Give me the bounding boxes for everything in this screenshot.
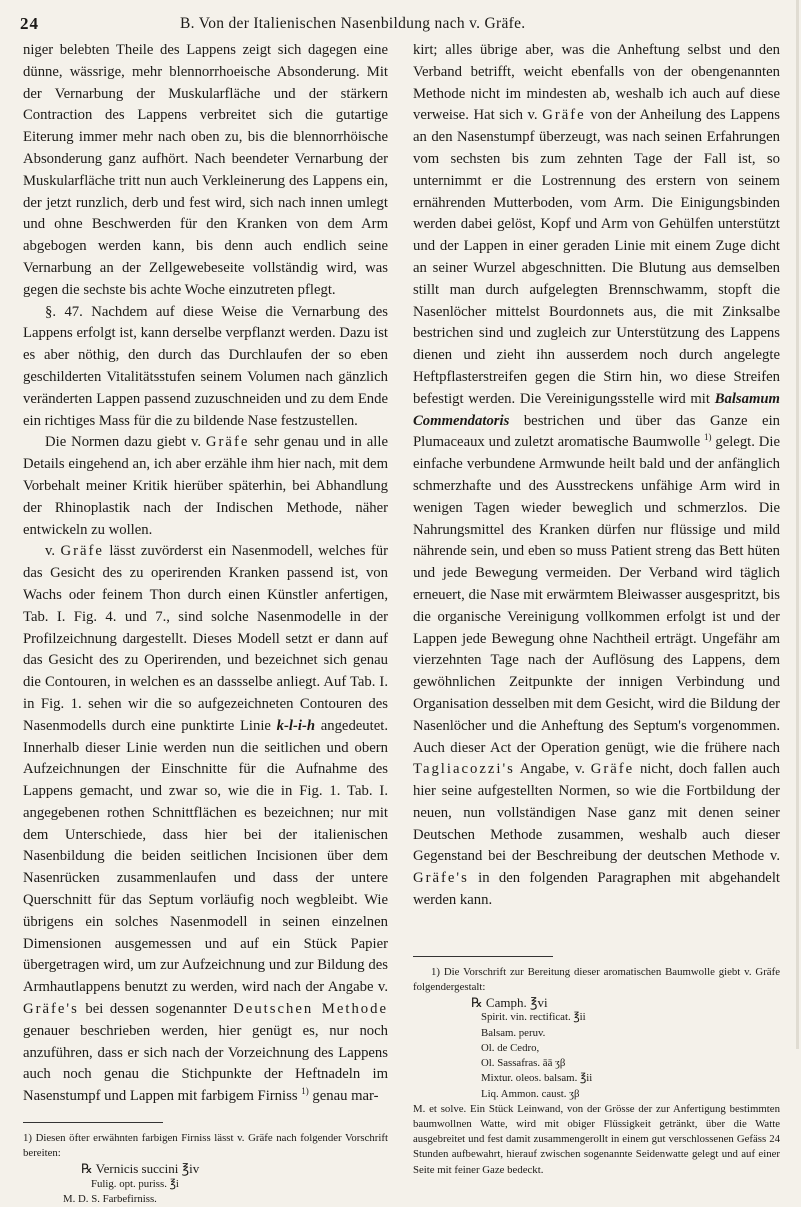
recipe-line: M. D. S. Farbefirniss. <box>63 1192 157 1205</box>
recipe-line: Liq. Ammon. caust. ʒβ <box>481 1087 580 1100</box>
text-run: bestrichen und über das Ganze ein Plumaceaux und zuletzt aromatische Baumwolle <box>413 412 780 451</box>
text-run: lässt zuvörderst ein Nasenmodell, welches für das Gesicht des zu operirenden Kranken passend ist, von Wachs oder feinem Thon durch einen Künstler anfertigen, Tab. I. Fig. 4. und 7., sind solche Nasenmodelle in der Profilzeichnung dargestellt. Dieses Modell setzt er dann auf das Gesicht des zu Operirenden, und bezeichnet sich genau die Contouren, in welchen es an dassselbe anliegt. Auf Tab. I. in Fig. 1. sehen wir die so aufgezeichneten Contouren des Nasenmodells durch eine punktirte Linie <box>23 543 388 734</box>
text-run: in den folgenden Paragraphen mit abgehandelt werden kann. <box>413 870 780 909</box>
author-name: Gräfe <box>542 107 586 124</box>
right-column <box>413 40 780 1178</box>
recipe-line: Mixtur. oleos. balsam. ℥ii <box>481 1072 593 1085</box>
paragraph <box>413 40 780 912</box>
footnote-text: 1) Die Vorschrift zur Bereitung dieser aromatischen Baumwolle giebt v. Gräfe folgendergestalt: <box>413 965 780 994</box>
text-run: von der Anheilung des Lappens an den Nasenstumpf überzeugt, was nach seinen Erfahrungen vom sechsten bis zum zehnten Tage der Fall ist, so unternimmt er die Lostrennung des erstern von seinem ernährenden Mutterboden, vom Arm. Die Einigungsbinden werden dabei gelöst, Kopf und Arm von Gehülfen unterstützt und der Lappen in einer geraden Linie mit einem Zuge dicht an seiner Wurzel abgeschnitten. Die Blutung aus demselben stillt man durch aufgelegten Brennschwamm, stopft die Nasenlöcher mittelst Bourdonnets aus, die mit Zinksalbe bestrichen sind und zugleich zur Unterstützung des Lappens dienen und zieht ihn ausserdem noch durch angelegte Heftpflasterstreifen gegen die Stirn hin, wo diese Streifen befestigt werden. Die Vereinigungsstelle wird mit <box>413 107 780 407</box>
recipe-line: Balsam. peruv. <box>481 1026 546 1039</box>
author-name: Gräfe <box>590 761 635 778</box>
footnote-ref: 1) <box>301 1086 309 1097</box>
text-run: bei dessen sogenannter <box>78 1001 234 1018</box>
paragraph <box>23 432 388 541</box>
recipe-line: Spirit. vin. rectificat. ℥ii <box>481 1011 586 1024</box>
footnote-text: M. et solve. Ein Stück Leinwand, von der Grösse der zur Anfertigung bestimmten baumwollnen Watte, wird mit obiger Flüssigkeit getränkt, über die Watte ausgebreitet und fest damit zusammengerollt in einem gut verschlossenen Gefäss 24 Stunden aufbewahrt, hierauf zwischen sogenannte Seidenwatte gelegt und auf einer Seite mit feiner Gaze bedeckt. <box>413 1102 780 1176</box>
footnote <box>23 1131 388 1207</box>
page-header <box>20 14 783 36</box>
text-run: gelegt. Die einfache verbundene Armwunde heilt bald und der anfänglich schmerzhafte und des Ausstreckens unfähige Arm wird in wenigen Tagen wieder beweglich und schmerzlos. Die Nahrungsmittel des Kranken dürfen nur flüssige und mild nährende sein, und eben so muss Patient streng das Bett hüten und jede Bewegung vermeiden. Der Verband wird täglich erneuert, die Nase mit erwärmtem Bleiwasser ausgespritzt, bis die organische Vereinigung vollkommen erfolgt ist und der Lappen jede Bewegung ohne Nachtheil erträgt. Ungefähr am vierzehnten Tage nach der Auflösung des Lappens, dem gewöhnlichen Zeitpunkte der innigen Verbindung und Organisation desselben mit dem Gesicht, wird die Bildung der Nasenlöcher und die Anheftung des Septum's vorgenommen. Auch dieser Act der Operation genügt, wie die frühere nach <box>413 434 780 756</box>
text-run: Die Normen dazu giebt v. <box>45 434 206 451</box>
author-name: Tagliacozzi's <box>413 761 515 778</box>
text-run: genauer beschrieben werden, hier genügt es, nur noch anzuführen, dass er sich nach der Vorzeichnung des Lappens auch noch genau die Stichpunkte der Heftnadeln im Nasenstumpf und Lappen mit farbigem Firniss <box>23 1022 388 1105</box>
recipe-line: Ol. de Cedro, <box>481 1041 540 1054</box>
text-run: kirt; alles übrige aber, was die Anheftung selbst und den Verband betrifft, weicht ebenfalls von der obengenannten Methode nicht im mindesten ab, weshalb ich auch auf diese verweise. Hat sich v. <box>413 42 780 124</box>
author-name: Gräfe <box>205 434 250 451</box>
left-column <box>23 40 388 1207</box>
recipe-line: Fulig. opt. puriss. ℥i <box>91 1177 179 1190</box>
paragraph: §. 47. Nachdem auf diese Weise die Vernarbung des Lappens erfolgt ist, kann derselbe verpflanzt werden. Dazu ist es aber nöthig, den durch das Durchlaufen der so eben geschilderten Vitalitätsstufen seinem Volumen nach gänzlich veränderten Lappen passend zuzuschneiden und zu dem Ende ein richtiges Mass für die zu bildende Nase festzustellen. <box>23 303 388 429</box>
recipe-line: Ol. Sassafras. āā ʒβ <box>481 1057 566 1070</box>
footnote-rule <box>23 1122 163 1123</box>
text-run: sehr genau und in alle Details eingehend an, ich aber erzähle ihm hier nach, mit dem Vorbehalt meiner Kritik hierüber späterhin, bei Abhandlung der Rhinoplastik nach der Indischen Methode, näher entwickeln zu wollen. <box>23 434 388 538</box>
paragraph: niger belebten Theile des Lappens zeigt sich dagegen eine dünne, wässrige, mehr blennorrhoeische Absonderung. Mit der Vernarbung der Muskularfläche und der stärkern Contraction des Lappens verbreitet sich die gutartige Eiterung immer mehr nach oben zu, bis die blennorrhöische Absonderung ganz aufhört. Nach beendeter Vernarbung der Muskularfläche tritt nun auch Verkleinerung des Lappens ein, der jetzt runzlich, derb und fest wird, sich nach innen umlegt und ohne Beschwerden für den Kranken von dem Arm abgebogen werden kann, bis denn auch endlich seine Vernarbung an der Zellgewebeseite vollständig wird, was gegen die sechste bis achte Woche einzutreten pflegt. <box>23 42 388 298</box>
running-title: B. Von der Italienischen Nasenbildung nach v. Gräfe. <box>180 15 526 32</box>
text-run: genau mar- <box>308 1088 379 1105</box>
method-name: Deutschen Methode <box>233 1001 388 1018</box>
line-label: k-l-i-h <box>276 717 316 734</box>
remedy-name: Balsamum Commendatoris <box>413 390 780 429</box>
text-run: angedeutet. Innerhalb dieser Linie werden nun die seitlichen und obern Aufzeichnungen der Einschnitte für die Aufnahme des Lappens gemacht, und zwar so, wie die in Fig. 1. Tab. I. angegebenen rothen Schnittflächen es bezeichnen; nur mit dem Unterschiede, dass hier bei der italienischen Nasenbildung die beiden seitlichen Incisionen über dem Nasenrücken zusammenlaufen und dass der untere Querschnitt für das Septum vorläufig noch wegbleibt. Wie übrigens ein solches Nasenmodell in seinen einzelnen Dimensionen ausgemessen und auf ein Stück Papier übergetragen wird, um zur Aufzeichnung und zur Bildung des Armhautlappens benutzt zu werden, wird nach der Angabe v. <box>23 717 389 996</box>
author-name: Gräfe's <box>23 1001 79 1018</box>
page-number: 24 <box>20 14 39 33</box>
text-run: nicht, doch fallen auch hier seine aufgestellten Normen, so wie die Fortbildung der neuen, nun vollständigen Nase ganz mit denen seiner Deutschen Methode zusammen, weshalb auch dieser Gegenstand bei der Beschreibung der deutschen Methode v. <box>413 761 780 865</box>
author-name: Gräfe's <box>413 870 469 887</box>
page-edge <box>796 0 799 1049</box>
footnote-text: 1) Diesen öfter erwähnten farbigen Firniss lässt v. Gräfe nach folgender Vorschrift bereiten: <box>23 1132 388 1160</box>
footnote-ref: 1) <box>703 432 712 443</box>
recipe-line: ℞ Camph. ℥vi <box>471 995 548 1011</box>
paragraph <box>23 541 388 1108</box>
text-run: Angabe, v. <box>514 761 591 778</box>
footnote <box>413 965 780 1178</box>
footnote-rule <box>413 956 553 957</box>
recipe-line: ℞ Vernicis succini ℥iv <box>81 1161 200 1177</box>
author-name: Gräfe <box>60 543 104 560</box>
text-run: v. <box>45 543 61 560</box>
